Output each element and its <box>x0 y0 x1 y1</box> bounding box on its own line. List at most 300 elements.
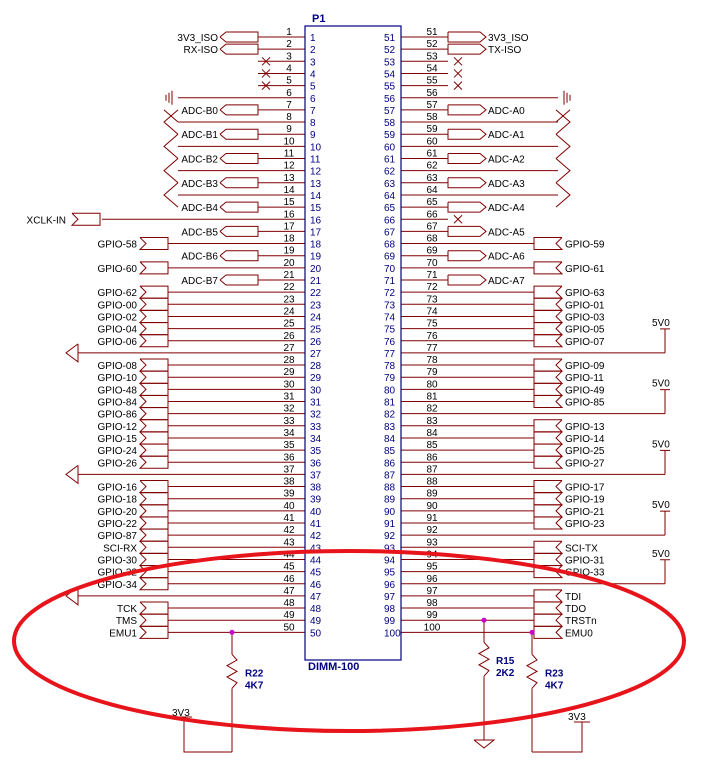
port-tab <box>534 383 562 395</box>
pin-number-inner: 62 <box>384 166 396 178</box>
port-tab <box>140 359 168 371</box>
port-arrow <box>448 226 486 236</box>
net-label: TDO <box>565 604 587 616</box>
pin-number-inner: 87 <box>384 470 396 482</box>
ground-zigzag <box>164 134 178 158</box>
pin-number-inner: 8 <box>310 118 316 130</box>
pin-number-inner: 88 <box>384 482 396 494</box>
port-arrow <box>448 251 486 261</box>
ground-zigzag <box>164 183 178 207</box>
pin-number-inner: 71 <box>384 276 396 287</box>
pin-number-inner: 95 <box>384 567 396 579</box>
resistor-ref: R23 <box>545 668 564 680</box>
net-label: TX-ISO <box>488 45 522 57</box>
pin-number-outer: 16 <box>283 209 295 221</box>
pin-number-inner: 20 <box>310 263 322 275</box>
net-label: GPIO-61 <box>565 263 605 275</box>
pin-number-outer: 32 <box>283 403 295 415</box>
pin-number-inner: 40 <box>310 506 322 518</box>
port-tab <box>72 213 100 225</box>
pin-number-outer: 29 <box>283 367 295 379</box>
pin-number-outer: 66 <box>426 209 438 221</box>
pin-number-outer: 78 <box>426 355 438 367</box>
pin-number-outer: 81 <box>426 391 438 403</box>
port-tab <box>140 323 168 335</box>
pin-number-inner: 67 <box>384 227 396 239</box>
pin-number-inner: 55 <box>384 81 396 93</box>
pin-number-outer: 51 <box>426 27 438 38</box>
pin-number-outer: 28 <box>283 355 295 367</box>
port-tab <box>140 481 168 493</box>
pin-number-outer: 88 <box>426 476 438 488</box>
net-label: 3V3_ISO <box>177 33 218 44</box>
net-label: GPIO-59 <box>565 239 605 251</box>
net-label: TDI <box>565 591 582 603</box>
resistor-value: 4K7 <box>545 680 564 692</box>
net-label: GPIO-86 <box>97 409 137 421</box>
net-label: GPIO-00 <box>97 300 137 312</box>
port-arrow <box>220 32 258 42</box>
pin-number-inner: 7 <box>310 105 316 117</box>
pin-number-inner: 14 <box>310 190 322 202</box>
pin-number-inner: 27 <box>310 348 322 360</box>
pin-number-inner: 93 <box>384 543 396 555</box>
pin-number-inner: 57 <box>384 105 396 117</box>
net-label: ADC-A3 <box>488 178 525 190</box>
supply-label-3v3: 3V3 <box>568 712 586 723</box>
pin-number-outer: 25 <box>283 318 295 330</box>
port-tab <box>534 335 562 347</box>
junction-dot <box>530 630 535 635</box>
port-tab <box>140 541 168 553</box>
pin-number-inner: 45 <box>310 567 322 579</box>
net-label: SCI-RX <box>103 543 137 555</box>
net-label: 3V3_ISO <box>488 33 529 44</box>
pin-number-inner: 48 <box>310 604 322 616</box>
net-label: RX-ISO <box>183 45 218 57</box>
pin-number-inner: 33 <box>310 421 322 433</box>
pin-number-inner: 39 <box>310 494 322 506</box>
resistor-body <box>527 654 537 688</box>
ground-zigzag <box>556 110 570 134</box>
pin-number-outer: 71 <box>426 270 438 281</box>
net-label: ADC-B3 <box>181 178 218 190</box>
port-arrow <box>448 178 486 188</box>
resistor-value: 2K2 <box>496 668 515 680</box>
pin-number-inner: 99 <box>384 616 396 628</box>
pin-number-inner: 22 <box>310 288 322 300</box>
net-label: ADC-B7 <box>181 276 218 287</box>
pin-number-inner: 13 <box>310 178 322 190</box>
net-label: GPIO-48 <box>97 385 137 397</box>
net-label: ADC-A5 <box>488 227 525 239</box>
port-tab <box>140 420 168 432</box>
pin-number-outer: 10 <box>283 136 295 148</box>
net-label: GPIO-11 <box>565 373 604 385</box>
net-label: GPIO-58 <box>97 239 137 251</box>
pin-number-outer: 84 <box>426 427 438 439</box>
net-label: GPIO-12 <box>97 421 137 433</box>
pin-number-inner: 70 <box>384 263 396 275</box>
net-label: GPIO-14 <box>565 433 605 445</box>
pin-number-inner: 3 <box>310 57 316 69</box>
port-tab <box>140 262 168 274</box>
net-label: GPIO-13 <box>565 421 605 433</box>
pin-number-outer: 91 <box>426 513 438 524</box>
port-tab <box>140 396 168 408</box>
net-label: GPIO-08 <box>97 361 137 373</box>
pin-number-inner: 84 <box>384 433 396 445</box>
pin-number-inner: 78 <box>384 361 396 373</box>
port-tab <box>140 408 168 420</box>
pin-number-outer: 76 <box>426 330 438 342</box>
net-label: GPIO-24 <box>97 446 137 458</box>
port-tab <box>534 590 562 602</box>
ground-zigzag <box>556 183 570 207</box>
pin-number-outer: 2 <box>286 39 292 51</box>
net-label: GPIO-17 <box>565 482 605 494</box>
pin-number-inner: 30 <box>310 385 322 397</box>
port-tab <box>140 371 168 383</box>
pin-number-outer: 59 <box>426 124 438 136</box>
net-label: GPIO-03 <box>565 312 605 324</box>
pin-number-outer: 68 <box>426 233 438 245</box>
pin-number-inner: 29 <box>310 373 322 385</box>
pin-number-outer: 21 <box>283 270 295 281</box>
pin-number-outer: 38 <box>283 476 295 488</box>
pin-number-outer: 43 <box>283 537 295 549</box>
port-arrow <box>220 251 258 261</box>
port-arrow <box>220 178 258 188</box>
pin-number-outer: 93 <box>426 537 438 549</box>
port-tab <box>534 456 562 468</box>
pin-number-outer: 61 <box>426 148 438 160</box>
pin-number-outer: 57 <box>426 99 438 111</box>
pin-number-inner: 43 <box>310 543 322 555</box>
port-tab <box>534 541 562 553</box>
port-tab <box>140 383 168 395</box>
port-tab <box>140 310 168 322</box>
port-tab <box>140 238 168 250</box>
pin-number-outer: 6 <box>286 87 292 99</box>
net-label: TRSTn <box>565 616 597 628</box>
pin-number-inner: 68 <box>384 239 396 251</box>
pin-number-outer: 52 <box>426 39 438 51</box>
pin-number-outer: 17 <box>283 221 295 233</box>
net-label: GPIO-15 <box>97 433 137 445</box>
pin-number-outer: 64 <box>426 184 438 196</box>
pin-number-inner: 15 <box>310 203 322 215</box>
supply-label-5v0: 5V0 <box>652 317 670 329</box>
pin-number-inner: 91 <box>384 519 396 530</box>
pin-number-outer: 90 <box>426 500 438 512</box>
port-arrow <box>448 275 486 285</box>
net-label: ADC-A6 <box>488 251 525 263</box>
pin-number-outer: 63 <box>426 172 438 184</box>
net-label: GPIO-31 <box>565 555 605 567</box>
pin-number-outer: 45 <box>283 561 295 573</box>
port-arrow <box>220 105 258 115</box>
pin-number-inner: 19 <box>310 251 322 263</box>
port-tab <box>534 432 562 444</box>
port-arrow <box>220 226 258 236</box>
net-label: ADC-A0 <box>488 105 525 117</box>
ground-triangle <box>474 740 494 748</box>
pin-number-outer: 34 <box>283 427 295 439</box>
resistor-ref: R22 <box>245 668 264 680</box>
port-arrow <box>448 105 486 115</box>
resistor-body <box>227 654 237 688</box>
pin-number-inner: 37 <box>310 470 322 482</box>
net-label: GPIO-21 <box>565 506 605 518</box>
net-label: GPIO-05 <box>565 324 605 336</box>
port-tab <box>140 529 168 541</box>
pin-number-outer: 7 <box>286 99 292 111</box>
net-label: GPIO-09 <box>565 361 605 373</box>
port-tab <box>140 286 168 298</box>
port-tab <box>140 614 168 626</box>
pin-number-inner: 26 <box>310 336 322 348</box>
net-label: GPIO-04 <box>97 324 137 336</box>
resistor-body <box>479 642 489 676</box>
port-tab <box>534 481 562 493</box>
pin-number-inner: 97 <box>384 591 396 603</box>
pin-number-outer: 9 <box>286 124 292 136</box>
pin-number-inner: 47 <box>310 591 322 603</box>
pin-number-inner: 31 <box>310 397 322 409</box>
junction-dot <box>230 630 235 635</box>
pin-number-outer: 5 <box>286 75 292 87</box>
pin-number-inner: 74 <box>384 312 396 324</box>
pin-number-outer: 83 <box>426 415 438 427</box>
pin-number-outer: 95 <box>426 561 438 573</box>
pin-number-outer: 94 <box>426 549 438 561</box>
port-arrow <box>220 129 258 139</box>
pin-number-outer: 80 <box>426 379 438 391</box>
pin-number-outer: 92 <box>426 525 438 537</box>
pin-number-inner: 58 <box>384 118 396 130</box>
port-tab <box>140 456 168 468</box>
pin-number-outer: 13 <box>283 172 295 184</box>
pin-number-outer: 44 <box>283 549 295 561</box>
rail-arrow <box>66 344 78 362</box>
pin-number-inner: 59 <box>384 130 396 142</box>
pin-number-outer: 24 <box>283 306 295 318</box>
supply-label-3v3: 3V3 <box>172 708 190 719</box>
port-arrow <box>448 32 486 42</box>
port-tab <box>534 553 562 565</box>
pin-number-outer: 72 <box>426 282 438 294</box>
pin-number-outer: 50 <box>283 622 295 634</box>
pin-number-outer: 75 <box>426 318 438 330</box>
pin-number-inner: 76 <box>384 336 396 348</box>
pin-number-inner: 72 <box>384 288 396 300</box>
net-label: GPIO-63 <box>565 288 605 300</box>
pin-number-inner: 83 <box>384 421 396 433</box>
pin-number-inner: 60 <box>384 142 396 154</box>
pin-number-outer: 20 <box>283 257 295 269</box>
net-label: GPIO-85 <box>565 397 605 409</box>
wire-loop <box>532 722 582 752</box>
pin-number-inner: 23 <box>310 300 322 312</box>
net-label: GPIO-19 <box>565 494 605 506</box>
pin-number-outer: 18 <box>283 233 295 245</box>
port-tab <box>534 626 562 638</box>
pin-number-outer: 70 <box>426 257 438 269</box>
pin-number-inner: 65 <box>384 203 396 215</box>
net-label: GPIO-34 <box>97 579 137 591</box>
pin-number-inner: 2 <box>310 45 316 57</box>
net-label: GPIO-18 <box>97 494 137 506</box>
pin-number-inner: 50 <box>310 628 322 640</box>
pin-number-outer: 58 <box>426 112 438 124</box>
pin-number-inner: 96 <box>384 579 396 591</box>
pin-number-outer: 48 <box>283 598 295 610</box>
pin-number-outer: 79 <box>426 367 438 379</box>
pin-number-outer: 42 <box>283 525 295 537</box>
pin-number-outer: 30 <box>283 379 295 391</box>
pin-number-outer: 85 <box>426 440 438 452</box>
supply-label-5v0: 5V0 <box>652 500 670 512</box>
port-tab <box>140 517 168 529</box>
net-label: GPIO-22 <box>97 519 137 530</box>
net-label: GPIO-60 <box>97 263 137 275</box>
net-label: GPIO-10 <box>97 373 137 385</box>
port-tab <box>140 578 168 590</box>
net-label: GPIO-84 <box>97 397 137 409</box>
port-arrow <box>220 202 258 212</box>
port-tab <box>534 286 562 298</box>
port-tab <box>534 505 562 517</box>
pin-number-inner: 46 <box>310 579 322 591</box>
net-label: ADC-A7 <box>488 276 525 287</box>
port-tab <box>534 444 562 456</box>
net-label: ADC-B2 <box>181 154 218 166</box>
pin-number-inner: 12 <box>310 166 322 178</box>
port-arrow <box>448 154 486 164</box>
pin-number-outer: 15 <box>283 197 295 209</box>
net-label: GPIO-16 <box>97 482 137 494</box>
pin-number-outer: 3 <box>286 51 292 63</box>
pin-number-inner: 28 <box>310 361 322 373</box>
ground-zigzag <box>164 110 178 134</box>
pin-number-outer: 77 <box>426 342 438 354</box>
port-tab <box>534 238 562 250</box>
net-label: ADC-A2 <box>488 154 525 166</box>
net-label: GPIO-25 <box>565 446 605 458</box>
pin-number-outer: 11 <box>283 148 295 160</box>
resistor-value: 4K7 <box>245 680 264 692</box>
pin-number-inner: 61 <box>384 154 396 166</box>
port-tab <box>140 432 168 444</box>
pin-number-inner: 6 <box>310 93 316 105</box>
pin-number-outer: 31 <box>283 391 295 403</box>
pin-number-inner: 94 <box>384 555 396 567</box>
pin-number-outer: 8 <box>286 112 292 124</box>
ground-zigzag <box>164 159 178 183</box>
junction-dot <box>482 618 487 623</box>
pin-number-outer: 1 <box>286 27 292 38</box>
pin-number-outer: 74 <box>426 306 438 318</box>
pin-number-outer: 22 <box>283 282 295 294</box>
pin-number-outer: 55 <box>426 75 438 87</box>
net-label: GPIO-32 <box>97 567 137 579</box>
port-tab <box>534 517 562 529</box>
pin-number-outer: 33 <box>283 415 295 427</box>
pin-number-inner: 4 <box>310 69 316 81</box>
pin-number-inner: 92 <box>384 531 396 543</box>
pin-number-inner: 44 <box>310 555 322 567</box>
pin-number-outer: 100 <box>423 622 441 634</box>
pin-number-inner: 51 <box>384 33 396 44</box>
port-tab <box>534 493 562 505</box>
port-tab <box>140 298 168 310</box>
net-label: XCLK-IN <box>26 215 66 227</box>
port-tab <box>534 614 562 626</box>
pin-number-inner: 56 <box>384 93 396 105</box>
port-tab <box>140 553 168 565</box>
pin-number-inner: 53 <box>384 57 396 69</box>
port-tab <box>534 396 562 408</box>
net-label: ADC-A1 <box>488 130 525 142</box>
pin-number-inner: 10 <box>310 142 322 154</box>
pin-number-outer: 27 <box>283 342 295 354</box>
pin-number-outer: 47 <box>283 585 295 597</box>
pin-number-outer: 39 <box>283 488 295 500</box>
ground-zigzag <box>556 134 570 158</box>
pin-number-inner: 49 <box>310 616 322 628</box>
pin-number-inner: 32 <box>310 409 322 421</box>
pin-number-inner: 5 <box>310 81 316 93</box>
pin-number-inner: 98 <box>384 604 396 616</box>
resistor-ref: R15 <box>496 656 515 668</box>
port-tab <box>140 335 168 347</box>
pin-number-inner: 9 <box>310 130 316 142</box>
port-arrow <box>448 202 486 212</box>
net-label: ADC-B0 <box>181 105 218 117</box>
pin-number-outer: 99 <box>426 610 438 622</box>
pin-number-outer: 67 <box>426 221 438 233</box>
pin-number-outer: 4 <box>286 63 292 75</box>
pin-number-inner: 64 <box>384 190 396 202</box>
pin-number-inner: 35 <box>310 446 322 458</box>
port-tab <box>140 602 168 614</box>
port-tab <box>534 420 562 432</box>
net-label: ADC-A4 <box>488 203 525 215</box>
pin-number-outer: 53 <box>426 51 438 63</box>
pin-number-inner: 42 <box>310 531 322 543</box>
pin-number-inner: 54 <box>384 69 396 81</box>
port-arrow <box>448 44 486 54</box>
rail-arrow <box>66 465 78 483</box>
pin-number-outer: 82 <box>426 403 438 415</box>
pin-number-inner: 89 <box>384 494 396 506</box>
pin-number-inner: 69 <box>384 251 396 263</box>
pin-number-inner: 1 <box>310 33 316 44</box>
port-tab <box>534 298 562 310</box>
port-tab <box>140 626 168 638</box>
pin-number-inner: 16 <box>310 215 322 227</box>
net-label: ADC-B6 <box>181 251 218 263</box>
net-label: TMS <box>115 616 137 628</box>
pin-number-outer: 40 <box>283 500 295 512</box>
pin-number-outer: 96 <box>426 573 438 585</box>
pin-number-inner: 90 <box>384 506 396 518</box>
net-label: EMU1 <box>109 628 137 640</box>
net-label: SCI-TX <box>565 543 598 555</box>
pin-number-inner: 85 <box>384 446 396 458</box>
supply-label-5v0: 5V0 <box>652 439 670 451</box>
